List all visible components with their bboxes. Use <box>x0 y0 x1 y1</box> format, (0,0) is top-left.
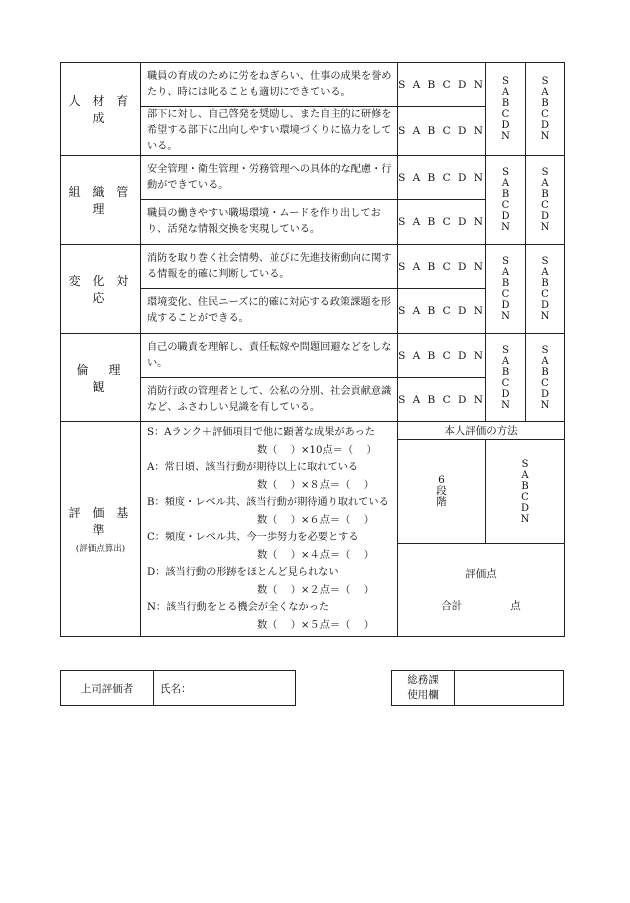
criteria-line-n: N：該当行動をとる機会が全くなかった <box>147 602 330 613</box>
criteria-label: 評 価 基 準 <box>68 506 133 537</box>
method-title: 本人評価の方法 <box>398 422 565 440</box>
grade-select[interactable]: S A B C D N <box>398 63 486 107</box>
item-text: 消防を取り巻く社会情勢、並びに先進技術動向に関する情報を的確に判断している。 <box>141 245 398 289</box>
score-input-a[interactable]: 数（ ）×８点＝（ ） <box>257 479 374 491</box>
item-text: 職員の働きやすい職場環境・ムードを作り出しており、活発な情報交換を実現している。 <box>141 200 398 245</box>
criteria-line-b: B：頻度・レベル共、該当行動が期待通り取れている <box>147 497 389 508</box>
score-input-n[interactable]: 数（ ）×５点＝（ ） <box>257 619 374 631</box>
score-input-d[interactable]: 数（ ）×２点＝（ ） <box>257 584 374 596</box>
category-2: 変 化 対 応 <box>61 245 141 334</box>
criteria-sublabel: (評価点算出) <box>75 544 126 554</box>
points-cell <box>398 544 565 637</box>
criteria-label-cell <box>61 422 141 637</box>
six-stage-cell: 6 段 階 <box>398 440 486 544</box>
item-text: 自己の職責を理解し、責任転嫁や問題回避などをしない。 <box>141 334 398 378</box>
general-affairs-box <box>391 670 564 706</box>
criteria-line-d: D：該当行動の形跡をほとんど見られない <box>147 567 339 578</box>
dept-label-cell: 総務課 使用欄 <box>392 671 455 706</box>
item-text: 環境変化、住民ニーズに的確に対応する政策課題を形成することができる。 <box>141 289 398 334</box>
self-grade-column[interactable]: S A B C D N <box>486 334 526 422</box>
grade-select[interactable]: S A B C D N <box>398 245 486 289</box>
evaluation-table <box>60 62 565 637</box>
score-input-s[interactable]: 数（ ）×10点＝（ ） <box>257 444 377 456</box>
grade-select[interactable]: S A B C D N <box>398 334 486 378</box>
total-field[interactable]: 合計 点 <box>441 600 521 612</box>
category-1: 組 織 管 理 <box>61 156 141 245</box>
score-input-c[interactable]: 数（ ）×４点＝（ ） <box>257 549 374 561</box>
grade-select[interactable]: S A B C D N <box>398 156 486 200</box>
criteria-line-a: A：常日頃、該当行動が期待以上に取れている <box>147 462 359 473</box>
item-text: 安全管理・衛生管理・労務管理への具体的な配慮・行動ができている。 <box>141 156 398 200</box>
supervisor-label: 上司評価者 <box>61 671 154 706</box>
item-text: 消防行政の管理者として、公私の分別、社会貢献意識など、ふさわしい見識を有している。 <box>141 378 398 422</box>
grade-select[interactable]: S A B C D N <box>398 200 486 245</box>
supervisor-grade-column[interactable]: S A B C D N <box>526 334 565 422</box>
item-text: 職員の育成のために労をねぎらい、仕事の成果を誉めたり、時には叱ることも適切にできている。 <box>141 63 398 107</box>
category-3: 倫 理 観 <box>61 334 141 422</box>
dept-use-field[interactable] <box>455 671 564 706</box>
score-input-b[interactable]: 数（ ）×６点＝（ ） <box>257 514 374 526</box>
criteria-list <box>141 422 398 637</box>
supervisor-name-field[interactable] <box>154 671 296 706</box>
grade-select[interactable]: S A B C D N <box>398 107 486 156</box>
name-label: 氏名： <box>160 682 192 695</box>
criteria-line-c: C：頻度・レベル共、今一歩努力を必要とする <box>147 532 359 543</box>
criteria-line-s: S：Aランク＋評価項目で他に顕著な成果があった <box>147 427 375 438</box>
supervisor-grade-column[interactable]: S A B C D N <box>526 63 565 156</box>
supervisor-grade-column[interactable]: S A B C D N <box>526 156 565 245</box>
self-grade-column[interactable]: S A B C D N <box>486 245 526 334</box>
category-0: 人 材 育 成 <box>61 63 141 156</box>
stage-grades: S A B C D N <box>486 440 565 544</box>
self-grade-column[interactable]: S A B C D N <box>486 63 526 156</box>
grade-select[interactable]: S A B C D N <box>398 378 486 422</box>
item-text: 部下に対し、自己啓発を奨励し、また自主的に研修を希望する部下に出向しやすい環境づくりに協力をしている。 <box>141 107 398 156</box>
supervisor-box <box>60 670 296 706</box>
self-grade-column[interactable]: S A B C D N <box>486 156 526 245</box>
supervisor-grade-column[interactable]: S A B C D N <box>526 245 565 334</box>
points-label: 評価点 <box>465 568 497 580</box>
grade-select[interactable]: S A B C D N <box>398 289 486 334</box>
